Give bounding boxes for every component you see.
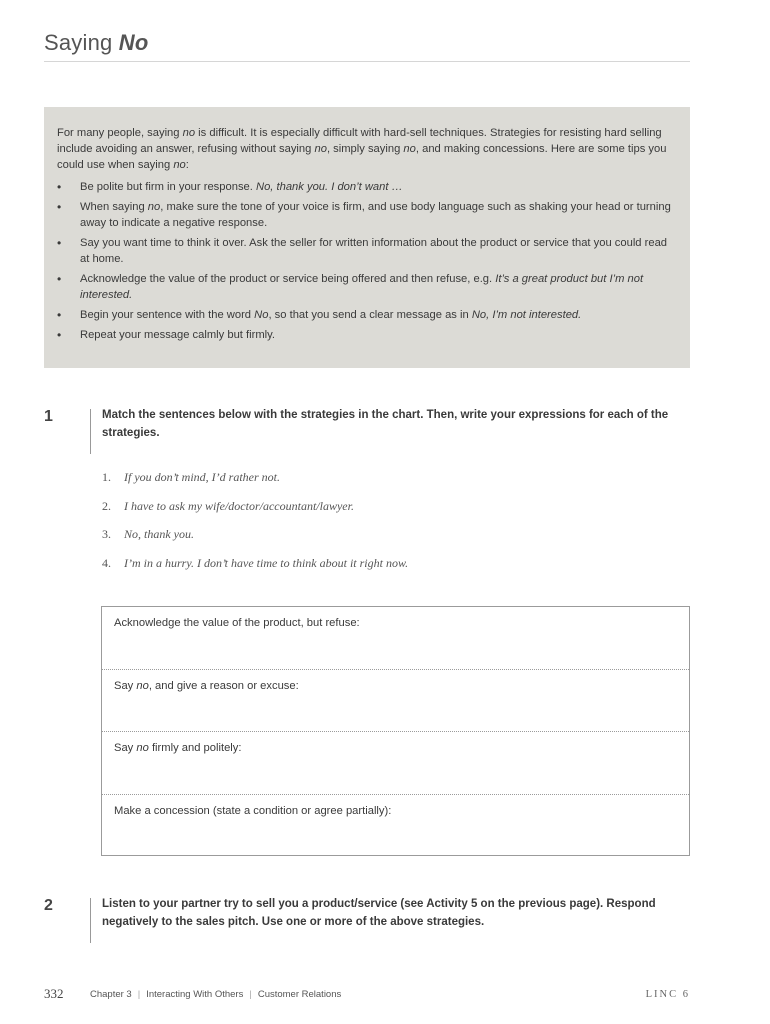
tip-item: • Say you want time to think it over. Ask the seller for written information about the product or service that you could read at home. (57, 235, 678, 267)
italic-text: No, thank you. I don’t want … (255, 181, 403, 193)
sentence-item (102, 556, 408, 585)
italic-text: No, I’m not interested. (471, 309, 582, 321)
breadcrumb-section: Interacting With Others (146, 989, 244, 1000)
activity-2-bar (90, 898, 91, 943)
chart-row[interactable]: Say no firmly and politely: (102, 732, 689, 795)
italic-text: no (314, 143, 327, 155)
sentence-number: 3. (102, 527, 111, 541)
italic-text: no (182, 127, 196, 139)
sentence-text: No, thank you. (124, 527, 194, 541)
course-level: LINC 6 (645, 989, 690, 1000)
sentence-text: I’m in a hurry. I don’t have time to think about it right now. (124, 555, 409, 570)
activity-2-instruction: Listen to your partner try to sell you a product/service (see Activity 5 on the previous page). Respond negatively to the sales pitch. Use one or more of the above strategies. (102, 898, 656, 928)
italic-text: no (136, 742, 149, 754)
page-number: 332 (44, 986, 64, 1001)
breadcrumb-separator: | (249, 989, 252, 1000)
activity-1-number: 1 (44, 408, 53, 425)
sentence-number: 1. (102, 470, 111, 484)
italic-text: It’s a great product but I’m not interested. (80, 273, 644, 301)
title-emphasis: No (118, 30, 149, 55)
sentence-item (102, 470, 408, 499)
strategy-chart (101, 606, 690, 856)
breadcrumb-topic: Customer Relations (257, 989, 342, 1000)
sentence-item (102, 499, 408, 528)
tip-item: • Acknowledge the value of the product or service being offered and then refuse, e.g. It’s a great product but I’m not interested. (57, 271, 678, 303)
italic-text: no (147, 201, 161, 213)
breadcrumb-separator: | (137, 989, 141, 1000)
sentence-item (102, 527, 408, 556)
breadcrumb-chapter: Chapter 3 (90, 989, 132, 1000)
chart-row[interactable]: Say no, and give a reason or excuse: (102, 670, 689, 733)
italic-text: no (403, 143, 416, 155)
chart-row[interactable]: Acknowledge the value of the product, but refuse: (102, 607, 689, 670)
title-text: Saying (44, 30, 113, 55)
tip-item: • Repeat your message calmly but firmly. (57, 327, 678, 343)
sentence-number: 2. (102, 498, 111, 513)
page-title (44, 30, 149, 56)
tip-item: • Be polite but firm in your response. No, thank you. I don’t want … (57, 179, 678, 195)
tip-item: • Begin your sentence with the word No, so that you send a clear message as in No, I’m not interested. (57, 307, 678, 323)
activity-1-instruction: Match the sentences below with the strategies in the chart. Then, write your expressions for each of the strategies. (102, 409, 669, 439)
italic-text: no (173, 159, 186, 171)
chart-row[interactable]: Make a concession (state a condition or agree partially): (114, 804, 392, 817)
page-footer (44, 985, 690, 1005)
example-sentences (102, 470, 408, 584)
title-divider (44, 61, 690, 62)
tips-box (44, 107, 690, 368)
sentence-text: I have to ask my wife/doctor/accountant/lawyer. (124, 498, 354, 513)
tip-item: • When saying no, make sure the tone of your voice is firm, and use body language such as shaking your head or turning away to indicate a negative response. (57, 199, 678, 231)
activity-2-number: 2 (44, 897, 53, 914)
sentence-text: If you don’t mind, I’d rather not. (124, 470, 280, 484)
italic-text: no (136, 679, 149, 692)
italic-text: No (254, 309, 269, 321)
tips-intro: For many people, saying no is difficult. It is especially difficult with hard-sell techniques. Strategies for resisting hard selling include avoiding an answer, refusing without saying no, simply saying no, and making concessions. Here are some tips you could use when saying no: (57, 127, 667, 171)
tips-list (57, 179, 678, 343)
breadcrumb (90, 989, 341, 1000)
activity-1-bar (90, 409, 91, 454)
sentence-number: 4. (102, 555, 111, 570)
